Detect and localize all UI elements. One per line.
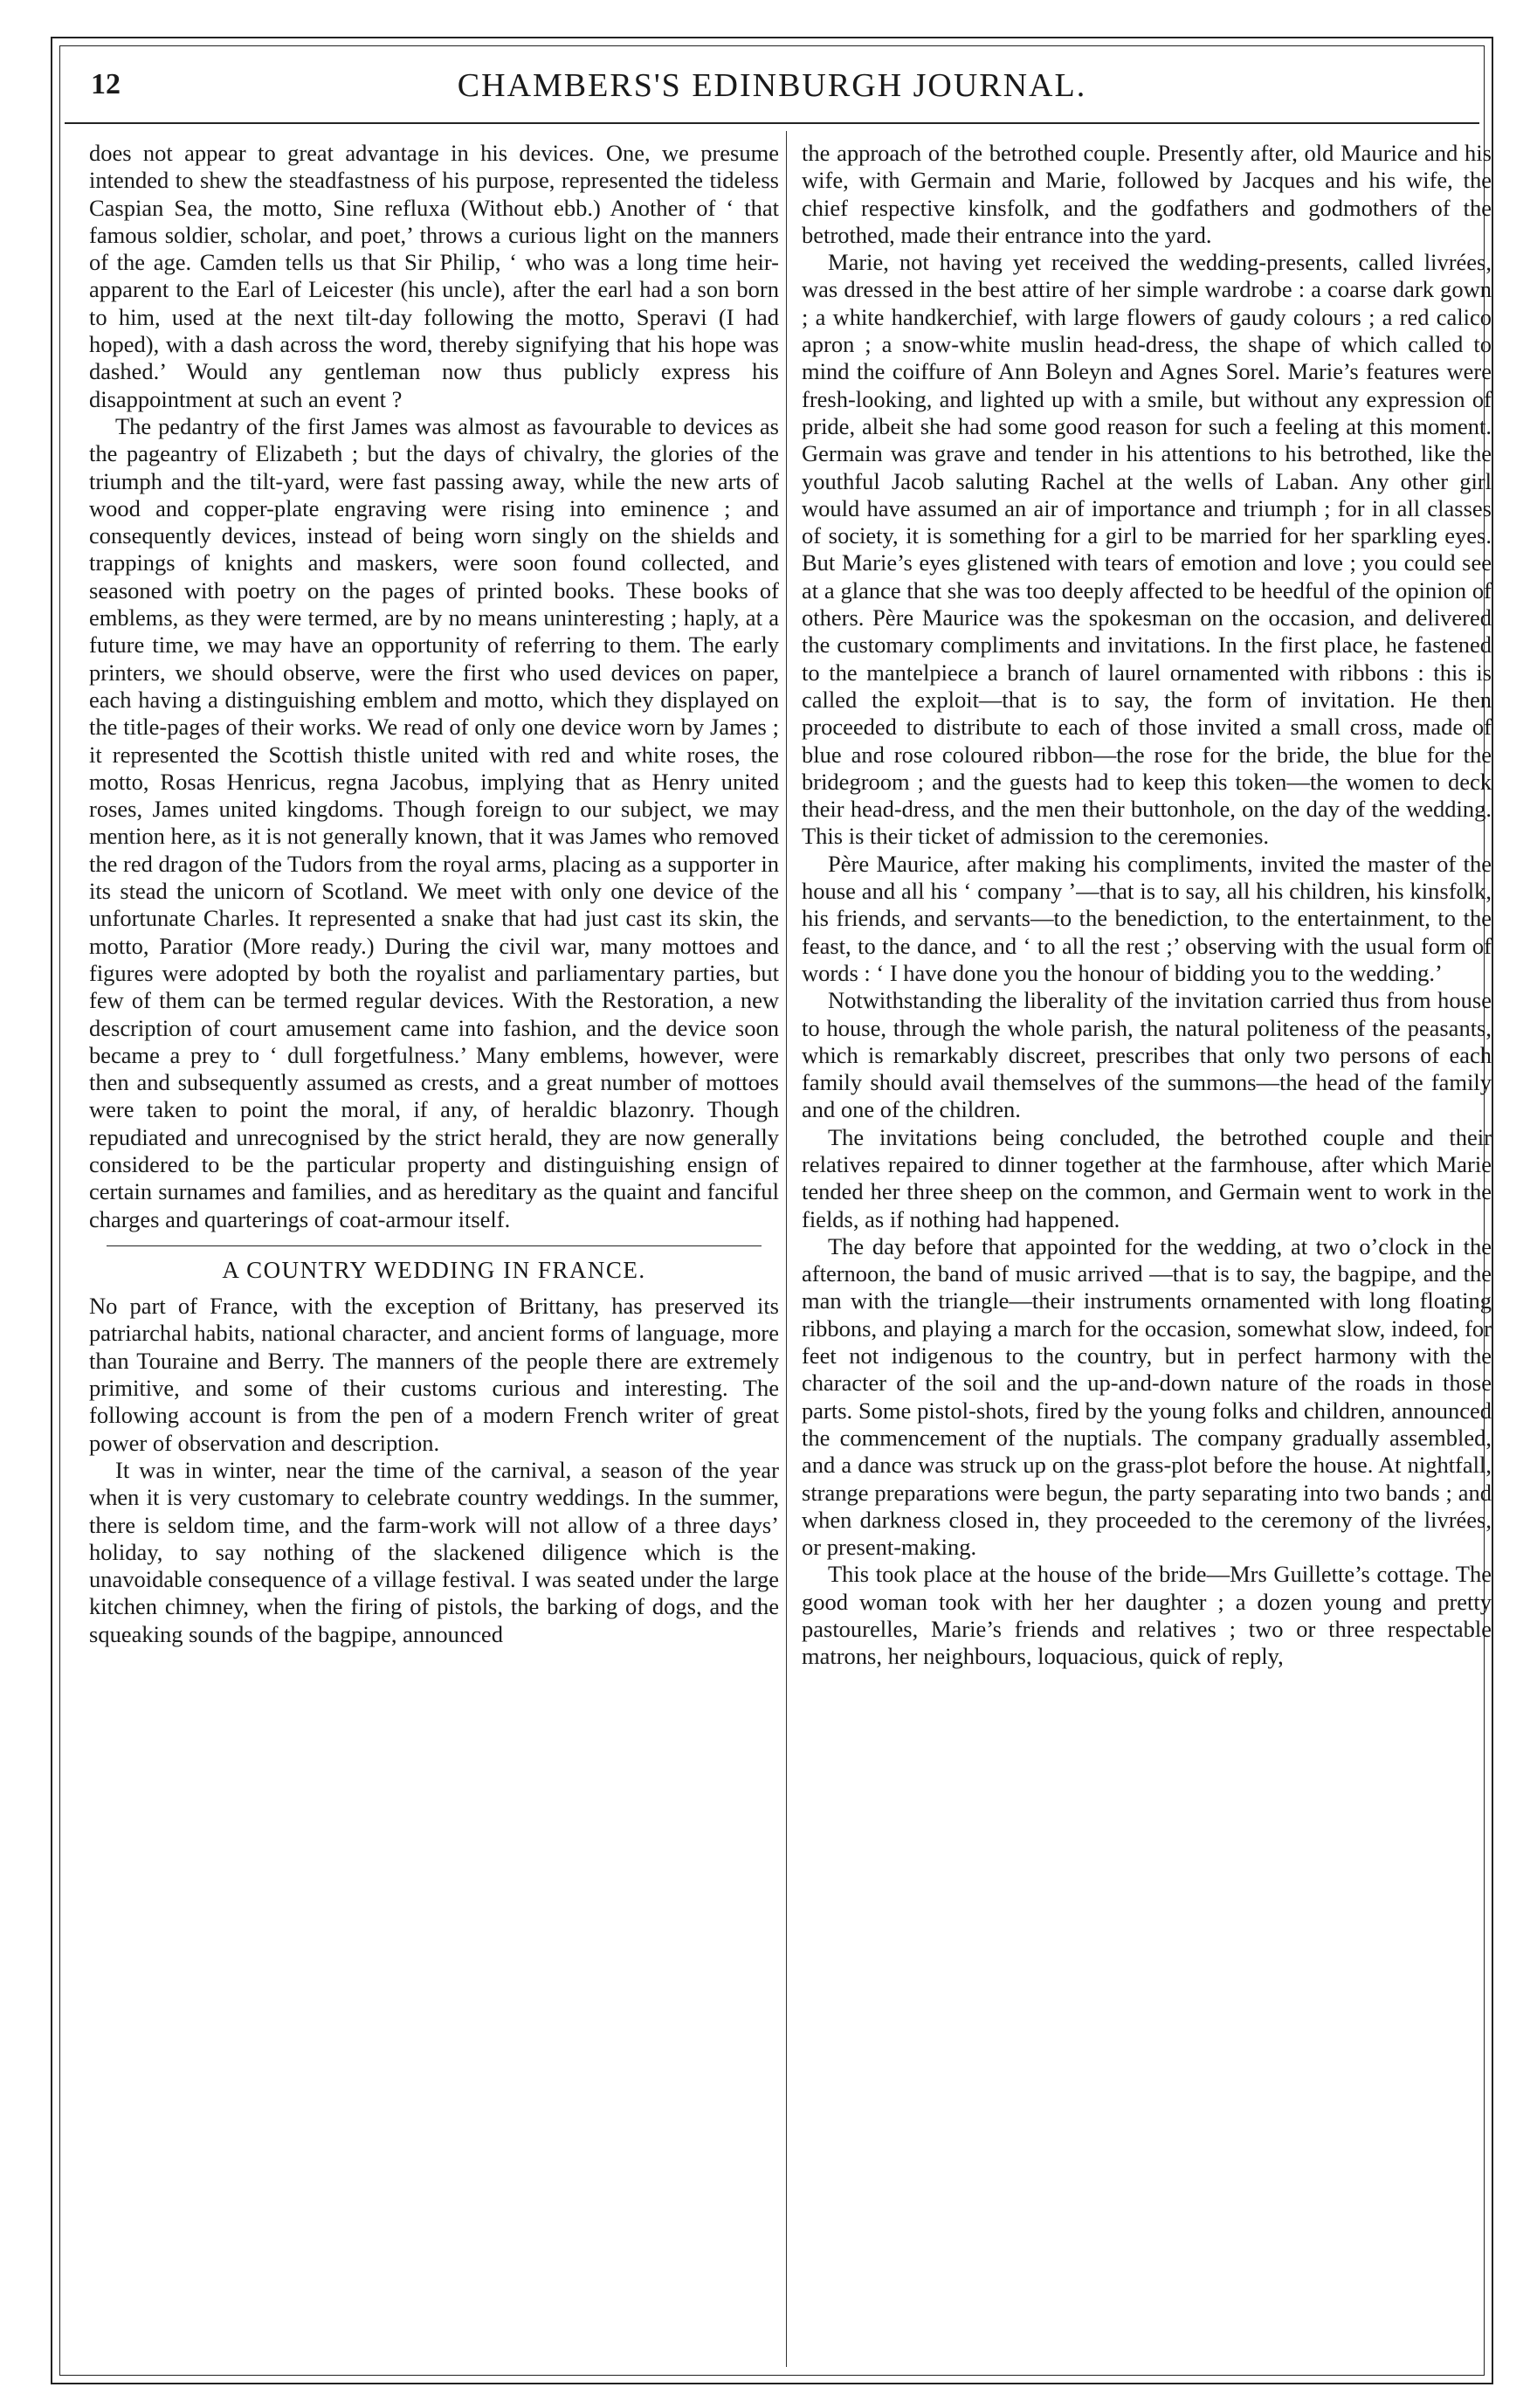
paragraph: does not appear to great advantage in his devices. One, we presume intended to shew the steadfastness of his purpose, represented the tideless Caspian Sea, the motto, Sine refluxa (Without ebb.) Another of ‘ that famous soldier, scholar, and poet,’ throws a curious light on the manners of the age. Camden tells us that Sir Philip, ‘ who was a long time heir-apparent to the Earl of Leicester (his uncle), after the earl had a son born to him, used at the next tilt-day following the motto, Speravi (I had hoped), with a dash across the word, thereby signifying that his hope was dashed.’ Would any gentleman now thus publicly express his disappointment at such an event ? bbox=[89, 140, 779, 412]
page-header bbox=[61, 59, 1483, 121]
paragraph: The invitations being concluded, the betrothed couple and their relatives repaired to dinner together at the farmhouse, after which Marie tended her three sheep on the common, and Germain went to work in the fields, as if nothing had happened. bbox=[802, 1123, 1492, 1232]
column-divider bbox=[786, 131, 787, 2367]
paragraph: Marie, not having yet received the wedding-presents, called livrées, was dressed in the best attire of her simple wardrobe : a coarse dark gown ; a white handkerchief, with large flowers of gaudy colours ; a red calico apron ; a snow-white muslin head-dress, the shape of which called to mind the coiffure of Ann Boleyn and Agnes Sorel. Marie’s features were fresh-looking, and lighted up with a smile, but without any expression of pride, albeit she had some good reason for such a feeling at this moment. Germain was grave and tender in his attentions to his betrothed, like the youthful Jacob saluting Rachel at the wells of Laban. Any other girl would have assumed an air of importance and triumph ; for in all classes of society, it is something for a girl to be married for her sparkling eyes. But Marie’s eyes glistened with tears of emotion and love ; you could see at a glance that she was too deeply affected to be heedful of the opinion of others. Père Maurice was the spokesman on the occasion, and delivered the customary compliments and invitations. In the first place, he fastened to the mantelpiece a branch of laurel ornamented with ribbons : this is called the exploit—that is to say, the form of invitation. He then proceeded to distribute to each of those invited a small cross, made of blue and rose coloured ribbon—the rose for the bride, the blue for the bridegroom ; and the guests had to keep this token—the women to deck their head-dress, and the men their buttonhole, on the day of the wedding. This is their ticket of admission to the ceremonies. bbox=[802, 249, 1492, 850]
paragraph: Père Maurice, after making his compliments, invited the master of the house and all his ‘ company ’—that is to say, all his children, his kinsfolk, his friends, and servants—to the benediction, to the entertainment, to the feast, to the dance, and ‘ to all the rest ;’ observing with the usual form of words : ‘ I have done you the honour of bidding you to the wedding.’ bbox=[802, 850, 1492, 986]
right-column bbox=[802, 140, 1492, 2349]
paragraph: No part of France, with the exception of Brittany, has preserved its patriarchal habits, national character, and ancient forms of language, more than Touraine and Berry. The manners of the people there are extremely primitive, and some of their customs curious and interesting. The following account is from the pen of a modern French writer of great power of observation and description. bbox=[89, 1293, 779, 1456]
page-number: 12 bbox=[91, 68, 121, 100]
paragraph: It was in winter, near the time of the carnival, a season of the year when it is very customary to celebrate country weddings. In the summer, there is seldom time, and the farm-work will not allow of a three days’ holiday, to say nothing of the slackened diligence which is the unavoidable consequence of a village festival. I was seated under the large kitchen chimney, when the firing of pistols, the barking of dogs, and the squeaking sounds of the bagpipe, announced bbox=[89, 1456, 779, 1647]
article-divider bbox=[107, 1245, 762, 1246]
left-column bbox=[89, 140, 779, 2349]
header-rule bbox=[65, 122, 1479, 124]
paragraph: Notwithstanding the liberality of the invitation carried thus from house to house, through the whole parish, the natural politeness of the peasants, which is remarkably discreet, prescribes that only two persons of each family should avail themselves of the summons—the head of the family and one of the children. bbox=[802, 987, 1492, 1123]
paragraph: The day before that appointed for the wedding, at two o’clock in the afternoon, the band of music arrived —that is to say, the bagpipe, and the man with the triangle—their instruments ornamented with long floating ribbons, and playing a march for the occasion, somewhat slow, indeed, for feet not indigenous to the country, but in perfect harmony with the character of the soil and the up-and-down nature of the roads in those parts. Some pistol-shots, fired by the young folks and children, announced the commencement of the nuptials. The company gradually assembled, and a dance was struck up on the grass-plot before the house. At nightfall, strange preparations were begun, the party separating into two bands ; and when darkness closed in, they proceeded to the ceremony of the livrées, or present-making. bbox=[802, 1232, 1492, 1561]
journal-title: CHAMBERS'S EDINBURGH JOURNAL. bbox=[457, 67, 1087, 104]
paragraph: The pedantry of the first James was almost as favourable to devices as the pageantry of Elizabeth ; but the days of chivalry, the glories of the triumph and the tilt-yard, were fast passing away, while the new arts of wood and copper-plate engraving were rising into eminence ; and consequently devices, instead of being worn singly on the shields and trappings of knights and maskers, were soon found collected, and seasoned with poetry on the pages of printed books. These books of emblems, as they were termed, are by no means uninteresting ; haply, at a future time, we may have an opportunity of referring to them. The early printers, we should observe, were the first who used devices on paper, each having a distinguishing emblem and motto, which they displayed on the title-pages of their works. We read of only one device worn by James ; it represented the Scottish thistle united with red and white roses, the motto, Rosas Henricus, regna Jacobus, implying that as Henry united roses, James united kingdoms. Though foreign to our subject, we may mention here, as it is not generally known, that it was James who removed the red dragon of the Tudors from the royal arms, placing as a supporter in its stead the unicorn of Scotland. We meet with only one device of the unfortunate Charles. It represented a snake that had just cast its skin, the motto, Paratior (More ready.) During the civil war, many mottoes and figures were adopted by both the royalist and parliamentary parties, but few of them can be termed regular devices. With the Restoration, a new description of court amusement came into fashion, and the device soon became a prey to ‘ dull forgetfulness.’ Many emblems, however, were then and subsequently assumed as crests, and a great number of mottoes were taken to point the moral, if any, of heraldic blazonry. Though repudiated and unrecognised by the strict herald, they are now generally considered to be the particular property and distinguishing ensign of certain surnames and families, and as hereditary as the quaint and fanciful charges and quarterings of coat-armour itself. bbox=[89, 412, 779, 1232]
paragraph: the approach of the betrothed couple. Presently after, old Maurice and his wife, with Germain and Marie, followed by Jacques and his wife, the chief respective kinsfolk, and the godfathers and godmothers of the betrothed, made their entrance into the yard. bbox=[802, 140, 1492, 248]
article-title: A COUNTRY WEDDING IN FRANCE. bbox=[222, 1256, 646, 1283]
paragraph: This took place at the house of the bride—Mrs Guillette’s cottage. The good woman took with her her daughter ; a dozen young and pretty pastourelles, Marie’s friends and relatives ; two or three respectable matrons, her neighbours, loquacious, quick of reply, bbox=[802, 1561, 1492, 1670]
